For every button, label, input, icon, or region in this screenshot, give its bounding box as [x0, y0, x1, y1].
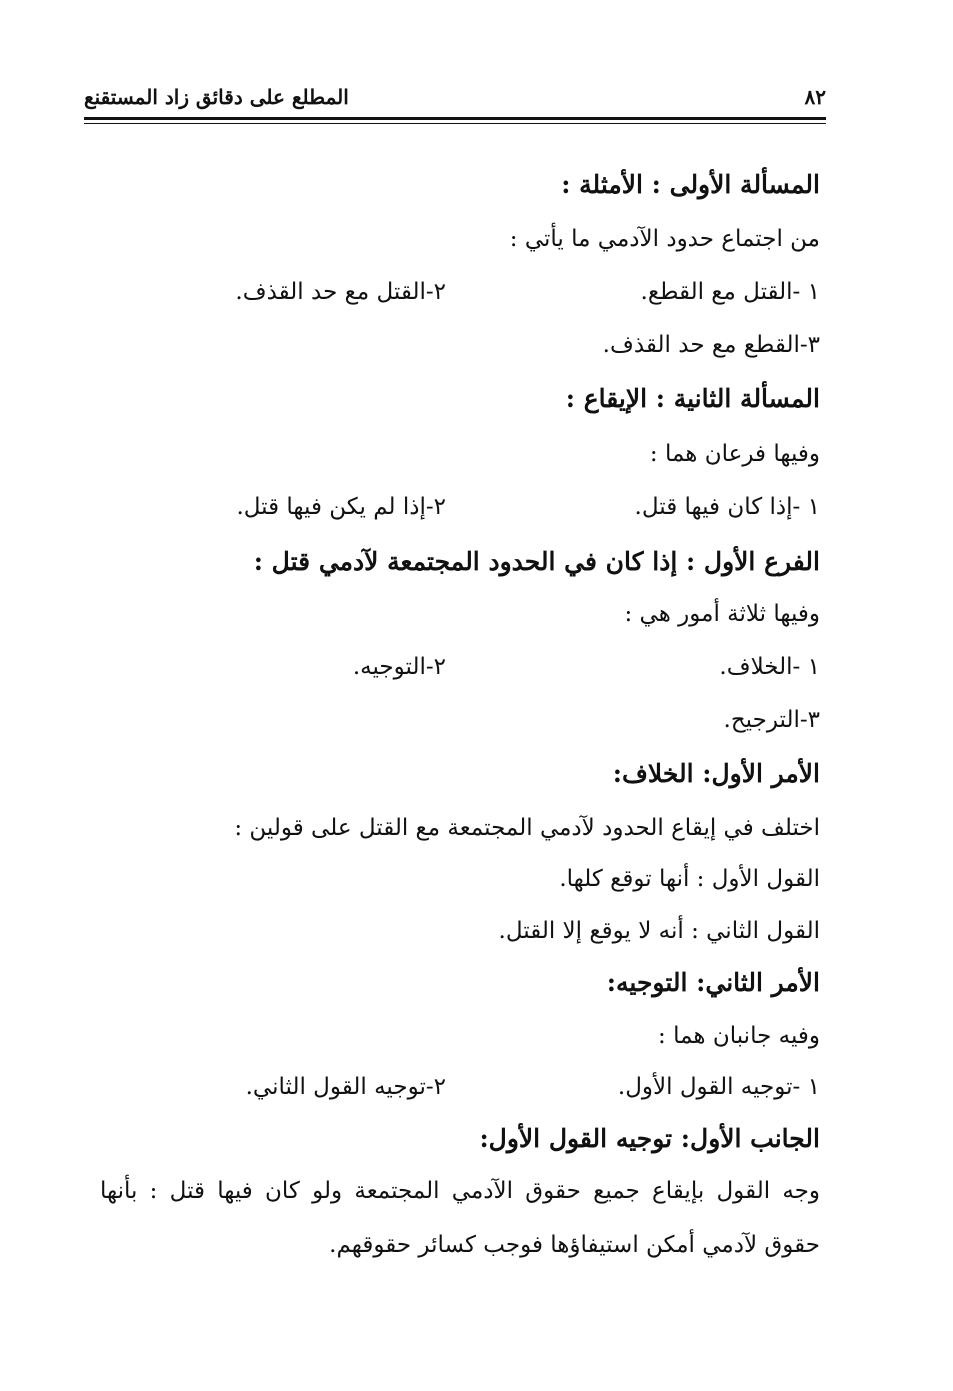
side1-paragraph: وجه القول بإيقاع جميع حقوق الآدمي المجتمعة ولو كان فيها قتل : بأنها حقوق لآدمي أمكن استيفاؤها فوجب كسائر حقوقهم. [100, 1178, 820, 1258]
issue1-item-3: ٣-القطع مع حد القذف. [602, 332, 820, 358]
branch1-items-row [120, 650, 820, 684]
matter2-items-row [120, 1070, 820, 1104]
opinion-1: القول الأول : أنها توقع كلها. [559, 866, 820, 892]
matter2-heading: الأمر الثاني: التوجيه: [606, 968, 820, 997]
issue1-items-row [120, 275, 820, 309]
matter1-text: اختلف في إيقاع الحدود لآدمي المجتمعة مع القتل على قولين : [234, 815, 820, 841]
issue1-item-2: ٢-القتل مع حد القذف. [235, 279, 446, 305]
issue2-item-1: ١ -إذا كان فيها قتل. [634, 494, 820, 520]
opinion-2: القول الثاني : أنه لا يوقع إلا القتل. [498, 918, 820, 944]
branch1-item-2: ٢-التوجيه. [352, 654, 446, 680]
matter2-item-2: ٢-توجيه القول الثاني. [245, 1074, 446, 1100]
running-title: المطلع على دقائق زاد المستقنع [84, 85, 349, 109]
issue2-heading: المسألة الثانية : الإيقاع : [565, 384, 820, 413]
issue2-intro: وفيها فرعان هما : [649, 441, 820, 467]
page-header [84, 82, 826, 112]
issue2-items-row [120, 490, 820, 524]
page-number: ٨٢ [804, 85, 826, 109]
header-rule-thick [84, 117, 826, 120]
issue1-intro: من اجتماع حدود الآدمي ما يأتي : [509, 226, 820, 252]
matter1-heading: الأمر الأول: الخلاف: [612, 759, 820, 788]
branch1-item-1: ١ -الخلاف. [719, 654, 820, 680]
branch1-heading: الفرع الأول : إذا كان في الحدود المجتمعة لآدمي قتل : [253, 547, 820, 576]
matter2-item-1: ١ -توجيه القول الأول. [617, 1074, 820, 1100]
branch1-item-3: ٣-الترجيح. [723, 707, 820, 733]
branch1-intro: وفيها ثلاثة أمور هي : [624, 601, 820, 627]
issue2-item-2: ٢-إذا لم يكن فيها قتل. [236, 494, 446, 520]
side1-heading: الجانب الأول: توجيه القول الأول: [479, 1124, 820, 1153]
matter2-intro: وفيه جانبان هما : [658, 1023, 820, 1049]
issue1-heading: المسألة الأولى : الأمثلة : [561, 170, 820, 199]
issue1-item-1: ١ -القتل مع القطع. [640, 279, 820, 305]
header-rule-thin [84, 123, 826, 124]
